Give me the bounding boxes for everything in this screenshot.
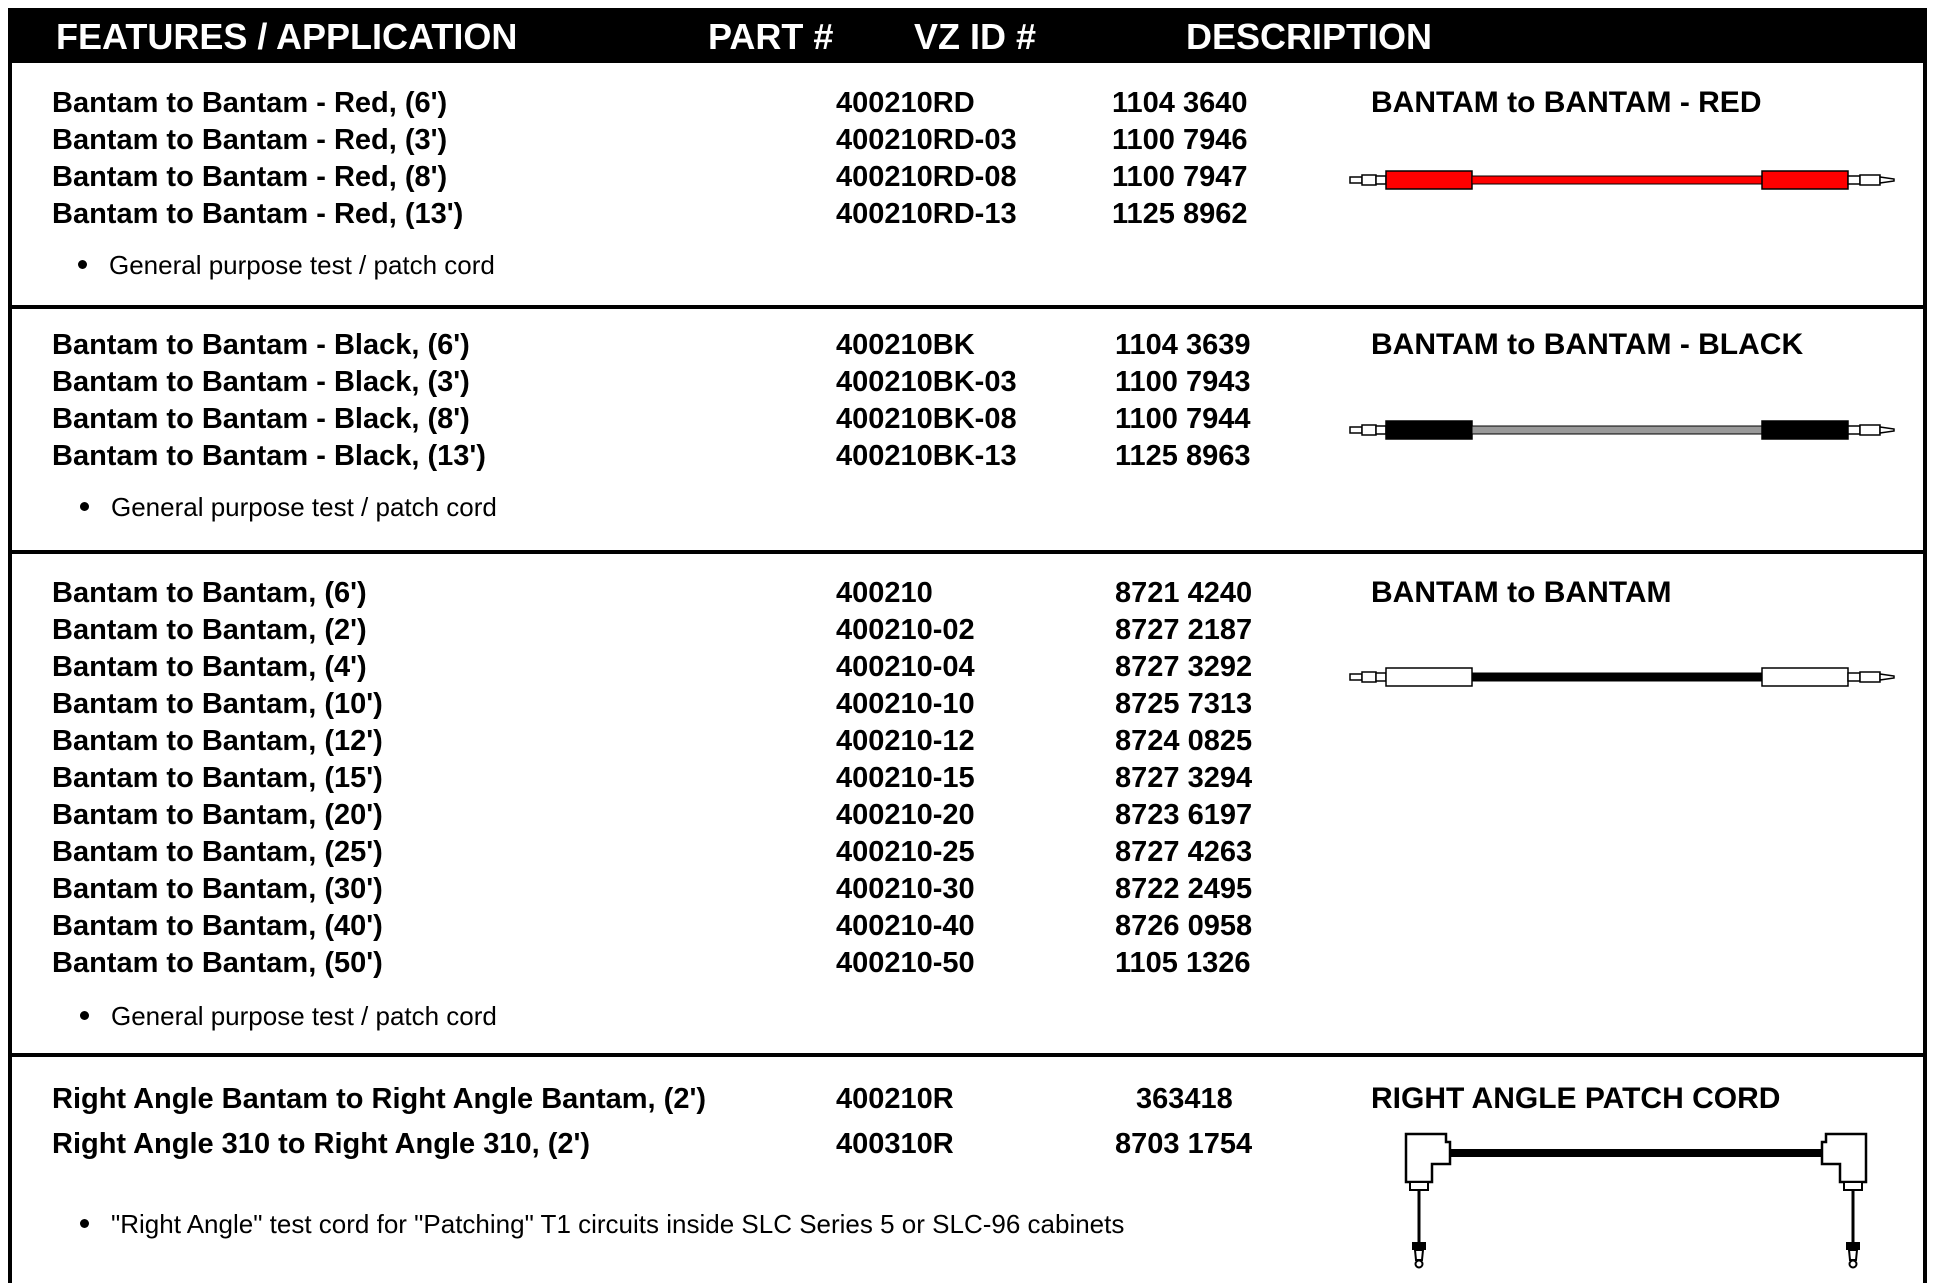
vz-id: 8703 1754	[1115, 1128, 1253, 1160]
part-number: 400210BK-13	[836, 440, 1017, 472]
bullet-text: General purpose test / patch cord	[111, 1001, 497, 1031]
header-features: FEATURES / APPLICATION	[56, 16, 518, 57]
feature-text: Bantam to Bantam, (25')	[52, 836, 383, 868]
feature-text: Bantam to Bantam, (30')	[52, 873, 383, 905]
cord-left-plug	[1406, 1134, 1450, 1268]
part-number: 400210-04	[836, 651, 975, 683]
cord-cable	[1472, 673, 1762, 681]
part-number: 400210-25	[836, 836, 975, 868]
cord-left-boot	[1386, 421, 1472, 439]
part-number: 400210-10	[836, 688, 975, 720]
feature-text: Bantam to Bantam, (15')	[52, 762, 383, 794]
vz-id: 8722 2495	[1115, 873, 1253, 905]
cord-left-plug	[1350, 672, 1386, 682]
part-number: 400210-40	[836, 910, 975, 942]
vz-id: 8723 6197	[1115, 799, 1253, 831]
cord-left-boot	[1386, 668, 1472, 686]
part-number: 400310R	[836, 1128, 954, 1160]
feature-text: Right Angle Bantam to Right Angle Bantam, (2')	[52, 1083, 707, 1115]
bullet-item	[80, 1209, 1124, 1239]
part-number: 400210	[836, 577, 933, 609]
feature-text: Bantam to Bantam, (40')	[52, 910, 383, 942]
part-number: 400210-20	[836, 799, 975, 831]
header-vzid: VZ ID #	[914, 16, 1037, 57]
cord-cable	[1472, 426, 1762, 434]
vz-id: 8727 4263	[1115, 836, 1253, 868]
feature-text: Right Angle 310 to Right Angle 310, (2')	[52, 1128, 591, 1160]
section-divider	[8, 550, 1927, 554]
part-number: 400210-30	[836, 873, 975, 905]
cord-right-boot	[1762, 668, 1848, 686]
bullet-text: General purpose test / patch cord	[109, 250, 495, 280]
vz-id: 1100 7944	[1115, 403, 1251, 435]
part-number: 400210BK-08	[836, 403, 1017, 435]
section-divider	[8, 1053, 1927, 1057]
cord-right-plug	[1822, 1134, 1866, 1268]
feature-text: Bantam to Bantam, (2')	[52, 614, 367, 646]
feature-text: Bantam to Bantam, (4')	[52, 651, 367, 683]
feature-text: Bantam to Bantam, (20')	[52, 799, 383, 831]
bullet-item	[80, 492, 497, 522]
cord-right-plug	[1848, 175, 1894, 185]
bullet-dot-icon	[78, 260, 87, 269]
bantam-cord-icon	[1350, 665, 1910, 689]
vz-id: 8725 7313	[1115, 688, 1253, 720]
cord-right-plug	[1848, 672, 1894, 682]
vz-id: 8721 4240	[1115, 577, 1253, 609]
part-number: 400210BK-03	[836, 366, 1017, 398]
cord-right-boot	[1762, 421, 1848, 439]
vz-id: 363418	[1136, 1083, 1233, 1115]
feature-text: Bantam to Bantam, (6')	[52, 577, 367, 609]
feature-text: Bantam to Bantam, (50')	[52, 947, 383, 979]
part-number: 400210-02	[836, 614, 975, 646]
black-bantam-cord-icon	[1350, 418, 1910, 442]
vz-id: 1105 1326	[1115, 947, 1251, 979]
feature-text: Bantam to Bantam, (12')	[52, 725, 383, 757]
feature-text: Bantam to Bantam - Black, (8')	[52, 403, 470, 435]
vz-id: 8726 0958	[1115, 910, 1253, 942]
cord-right-plug	[1848, 425, 1894, 435]
part-number: 400210-50	[836, 947, 975, 979]
cord-left-plug	[1350, 425, 1386, 435]
part-number: 400210RD-03	[836, 124, 1017, 156]
bullet-dot-icon	[80, 1219, 89, 1228]
bullet-item	[80, 1001, 497, 1031]
part-number: 400210RD-08	[836, 161, 1017, 193]
section-divider	[8, 305, 1927, 309]
description-title: BANTAM to BANTAM - RED	[1371, 86, 1762, 119]
header-description: DESCRIPTION	[1186, 16, 1433, 57]
cord-left-boot	[1386, 171, 1472, 189]
vz-id: 1104 3640	[1112, 87, 1248, 119]
bullet-dot-icon	[80, 502, 89, 511]
feature-text: Bantam to Bantam, (10')	[52, 688, 383, 720]
description-title: BANTAM to BANTAM - BLACK	[1371, 328, 1804, 361]
bullet-text: "Right Angle" test cord for "Patching" T1 circuits inside SLC Series 5 or SLC-96 cabinets	[111, 1209, 1125, 1239]
vz-id: 1100 7947	[1112, 161, 1248, 193]
bullet-dot-icon	[80, 1011, 89, 1020]
vz-id: 8727 3294	[1115, 762, 1253, 794]
feature-text: Bantam to Bantam - Red, (13')	[52, 198, 464, 230]
vz-id: 8724 0825	[1115, 725, 1253, 757]
cord-cable	[1448, 1149, 1824, 1157]
part-number: 400210-12	[836, 725, 975, 757]
description-title: RIGHT ANGLE PATCH CORD	[1371, 1082, 1781, 1115]
feature-text: Bantam to Bantam - Black, (6')	[52, 329, 470, 361]
red-bantam-cord-icon	[1350, 168, 1910, 192]
feature-text: Bantam to Bantam - Black, (13')	[52, 440, 486, 472]
bullet-item	[78, 250, 495, 280]
part-number: 400210R	[836, 1083, 954, 1115]
vz-id: 1100 7943	[1115, 366, 1251, 398]
right-angle-patch-cord-icon	[1396, 1130, 1876, 1275]
part-number: 400210BK	[836, 329, 975, 361]
feature-text: Bantam to Bantam - Black, (3')	[52, 366, 470, 398]
cord-right-boot	[1762, 171, 1848, 189]
vz-id: 1125 8962	[1112, 198, 1248, 230]
bullet-text: General purpose test / patch cord	[111, 492, 497, 522]
part-number: 400210RD	[836, 87, 975, 119]
feature-text: Bantam to Bantam - Red, (3')	[52, 124, 448, 156]
feature-text: Bantam to Bantam - Red, (8')	[52, 161, 448, 193]
vz-id: 1125 8963	[1115, 440, 1251, 472]
vz-id: 8727 3292	[1115, 651, 1253, 683]
part-number: 400210-15	[836, 762, 975, 794]
feature-text: Bantam to Bantam - Red, (6')	[52, 87, 448, 119]
cord-left-plug	[1350, 175, 1386, 185]
header-part: PART #	[708, 16, 834, 57]
cord-cable	[1472, 176, 1762, 184]
description-title: BANTAM to BANTAM	[1371, 576, 1672, 609]
vz-id: 1104 3639	[1115, 329, 1251, 361]
vz-id: 1100 7946	[1112, 124, 1248, 156]
part-number: 400210RD-13	[836, 198, 1017, 230]
vz-id: 8727 2187	[1115, 614, 1253, 646]
